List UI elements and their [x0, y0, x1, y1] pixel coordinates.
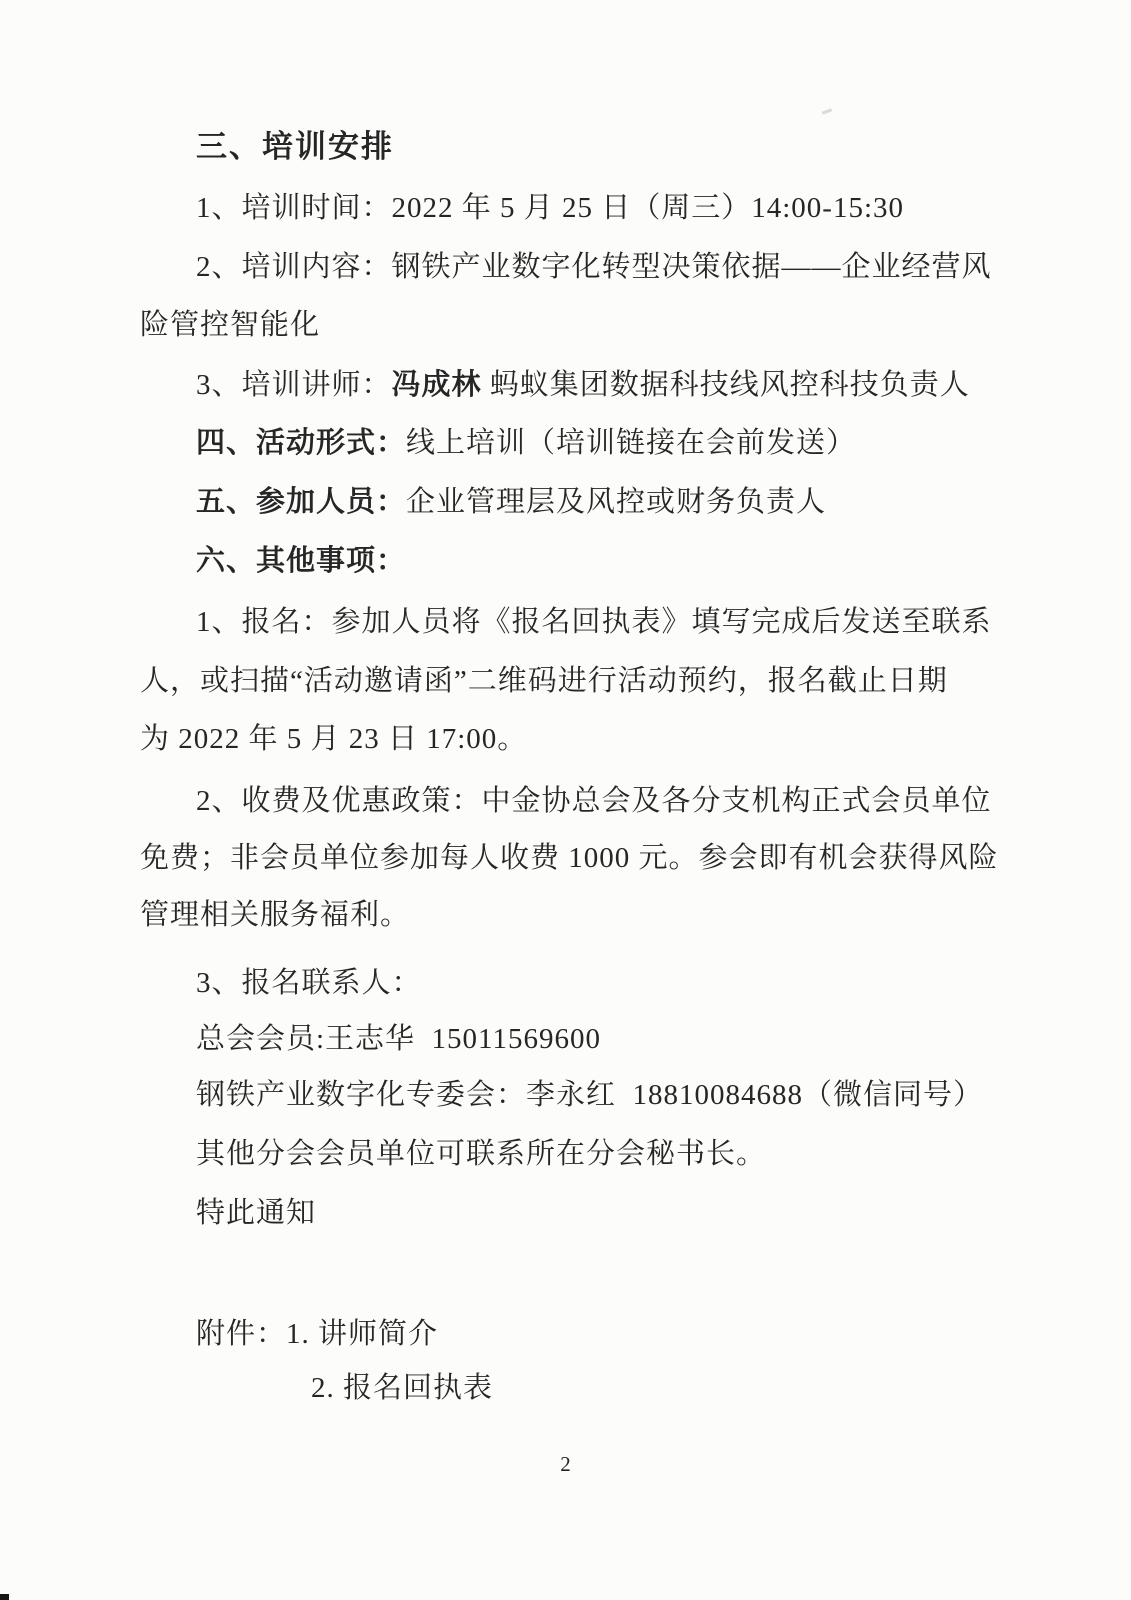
- line-other-matters-heading: [196, 547, 406, 576]
- line-contact-steel-committee: [196, 1081, 983, 1110]
- line-registration-1: [196, 608, 992, 637]
- line-contact-other-branches: [196, 1140, 766, 1169]
- line-activity-format: [196, 429, 856, 458]
- page-number: 2: [560, 1452, 571, 1476]
- text-segment: 线上培训（培训链接在会前发送）: [406, 427, 857, 459]
- text-segment: 人，或扫描“活动邀请函”二维码进行活动预约，报名截止日期: [140, 665, 948, 697]
- text-segment: 2、培训内容：钢铁产业数字化转型决策依据——企业经营风: [196, 251, 992, 283]
- text-segment: 2、收费及优惠政策：中金协总会及各分支机构正式会员单位: [196, 785, 992, 817]
- line-contact-headquarters: [196, 1025, 601, 1054]
- line-trainer: [196, 371, 970, 400]
- line-fees-3: [140, 901, 410, 930]
- section3-heading-text: 三、培训安排: [196, 129, 394, 164]
- line-fees-1: [196, 787, 992, 816]
- line-notice-closing: [196, 1199, 316, 1228]
- text-segment: 2. 报名回执表: [311, 1372, 494, 1404]
- text-segment: 总会会员:王志华 15011569600: [196, 1023, 601, 1055]
- text-segment: 钢铁产业数字化专委会：李永红 18810084688（微信同号）: [196, 1079, 984, 1111]
- scan-speck: [822, 108, 832, 114]
- line-registration-2: [140, 667, 948, 696]
- text-segment: 企业管理层及风控或财务负责人: [406, 486, 827, 518]
- section6-heading-text: 六、其他事项：: [196, 545, 407, 577]
- text-segment: 附件：1. 讲师简介: [196, 1318, 439, 1350]
- text-segment: 险管控智能化: [140, 309, 321, 341]
- text-segment: 蚂蚁集团数据科技线风控科技负责人: [481, 369, 970, 401]
- scan-artifact-corner: [0, 1594, 9, 1600]
- text-segment: 3、报名联系人：: [196, 967, 422, 999]
- text-segment: 1、报名：参加人员将《报名回执表》填写完成后发送至联系: [196, 606, 992, 638]
- line-fees-2: [140, 844, 999, 873]
- line-training-content: [196, 253, 992, 282]
- line-training-content-continued: [140, 311, 320, 340]
- text-segment: 1、培训时间：2022 年 5 月 25 日（周三）14:00-15:30: [196, 192, 905, 224]
- text-segment: 特此通知: [196, 1197, 317, 1229]
- line-participants: [196, 488, 826, 517]
- line-section3-heading: [196, 131, 394, 162]
- text-segment: 免费；非会员单位参加每人收费 1000 元。参会即有机会获得风险: [140, 842, 999, 874]
- text-segment: 为 2022 年 5 月 23 日 17:00。: [140, 723, 528, 755]
- section5-label-bold: 五、参加人员：: [196, 486, 407, 518]
- text-segment: 管理相关服务福利。: [140, 899, 411, 931]
- line-attachment-2: [311, 1374, 493, 1403]
- line-attachment-1: [196, 1320, 438, 1349]
- line-registration-deadline: [140, 725, 527, 754]
- section4-label-bold: 四、活动形式：: [196, 427, 407, 459]
- trainer-name-bold: 冯成林: [391, 369, 482, 401]
- text-segment: 3、培训讲师：: [196, 369, 392, 401]
- line-contacts-heading: [196, 969, 422, 998]
- text-segment: 其他分会会员单位可联系所在分会秘书长。: [196, 1138, 767, 1170]
- line-training-time: [196, 194, 904, 223]
